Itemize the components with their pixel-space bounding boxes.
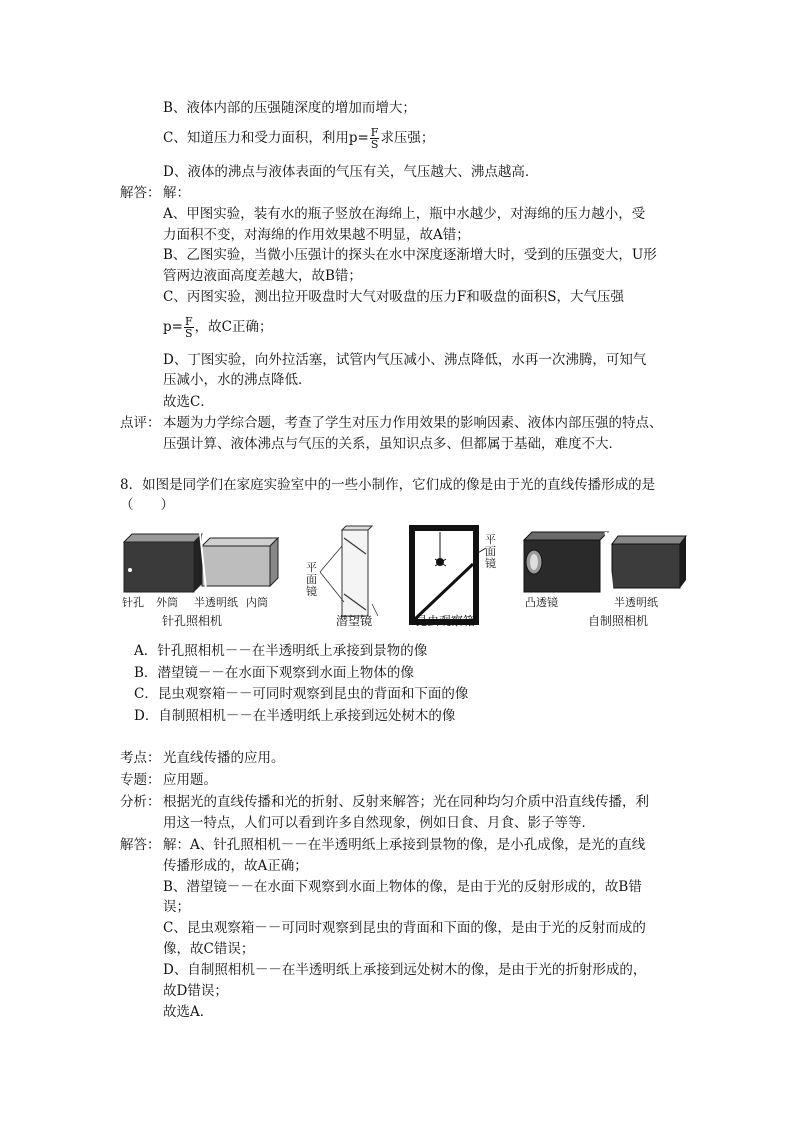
prev-answer-c-line2-post: ，故C正确； — [194, 319, 273, 335]
caption-homemade-camera: 自制照相机 — [588, 614, 649, 628]
label-semitransparent-paper-2: 半透明纸 — [614, 596, 658, 609]
caption-pinhole-camera: 针孔照相机 — [162, 614, 223, 628]
label-pinhole: 针孔 — [122, 596, 144, 609]
q8-option-c: C．昆虫观察箱－－可同时观察到昆虫的背面和下面的像 — [134, 686, 469, 702]
prev-option-c — [163, 127, 434, 150]
periscope-drawing — [320, 526, 378, 616]
q8-jieda-a2: 传播形成的，故A正确； — [163, 858, 308, 874]
q8-option-a: A．针孔照相机－－在半透明纸上承接到景物的像 — [134, 643, 428, 659]
label-periscope-mirror: 平面镜 — [306, 561, 317, 598]
label-insect-mirror: 平面镜 — [485, 533, 496, 570]
prev-answer-d-line2: 压减小，水的沸点降低． — [163, 372, 312, 388]
q8-jieda-b1: B、潜望镜－－在水面下观察到水面上物体的像，是由于光的反射形成的，故B错 — [163, 879, 642, 895]
q8-kaodian-label: 考点： — [120, 750, 161, 766]
pressure-fraction-2 — [184, 316, 194, 339]
q8-fenxi-label: 分析： — [120, 794, 161, 810]
prev-answer-c-line2 — [163, 316, 272, 339]
q8-zhuanti: 应用题。 — [163, 772, 217, 788]
prev-comment-line1: 本题为力学综合题，考查了学生对压力作用效果的影响因素、液体内部压强的特点、 — [163, 415, 663, 431]
label-convex-lens: 凸透镜 — [525, 596, 558, 609]
prev-answer-c-line2-pre: p= — [163, 319, 183, 335]
q8-jieda-d1: D、自制照相机－－在半透明纸上承接到远处树木的像，是由于光的折射形成的， — [163, 962, 647, 978]
label-inner-tube: 内筒 — [246, 596, 268, 609]
prev-answer-d-line1: D、丁图实验，向外拉活塞，试管内气压减小、沸点降低，水再一次沸腾，可知气 — [163, 352, 647, 368]
pressure-fraction — [370, 127, 380, 150]
q8-fenxi-line1: 根据光的直线传播和光的折射、反射来解答；光在同种均匀介质中沿直线传播，利 — [163, 794, 649, 810]
q8-jieda-d2: 故D错误； — [163, 983, 228, 999]
fraction-numerator: F — [370, 126, 379, 139]
prev-answer-b-line1: B、乙图实验，当微小压强计的探头在水中深度逐渐增大时，受到的压强变大，U形 — [163, 247, 657, 263]
fraction-denominator: S — [370, 138, 379, 151]
q8-stem-line2: （ ） — [120, 497, 174, 513]
q8-kaodian: 光直线传播的应用。 — [163, 750, 285, 766]
q8-fenxi-line2: 用这一特点，人们可以看到许多自然现象，例如日食、月食、影子等等． — [163, 815, 595, 831]
q8-jieda-a1: 解：A、针孔照相机－－在半透明纸上承接到景物的像，是小孔成像，是光的直线 — [163, 837, 646, 853]
prev-option-c-text: C、知道压力和受力面积，利用p= — [163, 130, 369, 146]
pinhole-camera-drawing — [124, 532, 278, 592]
insect-box-drawing — [412, 528, 486, 622]
fraction-denominator: S — [185, 327, 193, 340]
prev-answer-a-line2: 力面积不变，对海绵的作用效果越不明显，故A错； — [163, 227, 470, 243]
q8-option-b: B．潜望镜－－在水面下观察到水面上物体的像 — [134, 665, 414, 681]
label-outer-tube: 外筒 — [156, 596, 178, 609]
q8-zhuanti-label: 专题： — [120, 772, 161, 788]
q8-jieda-c1: C、昆虫观察箱－－可同时观察到昆虫的背面和下面的像，是由于光的反射而成的 — [163, 920, 646, 936]
prev-comment-line2: 压强计算、液体沸点与气压的关系，虽知识点多、但都属于基础，难度不大． — [163, 436, 622, 452]
prev-answer-b-line2: 管两边液面高度差越大，故B错； — [163, 268, 362, 284]
prev-option-b: B、液体内部的压强随深度的增加而增大； — [163, 100, 416, 116]
homemade-camera-drawing — [524, 532, 686, 592]
q8-stem-line1: 8．如图是同学们在家庭实验室中的一些小制作，它们成的像是由于光的直线传播形成的是 — [120, 477, 656, 493]
q8-jieda-c2: 像，故C错误； — [163, 941, 255, 957]
q8-option-d: D．自制照相机－－在半透明纸上承接到远处树木的像 — [134, 708, 456, 724]
q8-figure — [120, 524, 700, 632]
q8-jieda-choose: 故选A． — [163, 1004, 214, 1020]
prev-answer-c-line1: C、丙图实验，测出拉开吸盘时大气对吸盘的压力F和吸盘的面积S，大气压强 — [163, 289, 624, 305]
prev-answer-a-line1: A、甲图实验，装有水的瓶子竖放在海绵上，瓶中水越少，对海绵的压力越小，受 — [163, 206, 646, 222]
prev-option-d: D、液体的沸点与液体表面的气压有关，气压越大、沸点越高． — [163, 164, 539, 180]
q8-jieda-label: 解答： — [120, 837, 161, 853]
prev-answer-label: 解答： — [120, 185, 161, 201]
caption-insect-box: 昆虫观察箱 — [415, 614, 476, 628]
q8-jieda-b2: 误； — [163, 899, 190, 915]
prev-option-c-tail: 求压强； — [380, 130, 435, 146]
prev-answer-intro: 解： — [163, 185, 190, 201]
caption-periscope: 潜望镜 — [336, 614, 373, 628]
prev-comment-label: 点评： — [120, 415, 161, 431]
label-semitransparent-paper: 半透明纸 — [194, 596, 238, 609]
prev-answer-choose: 故选C． — [163, 394, 214, 410]
fraction-numerator: F — [184, 315, 193, 328]
